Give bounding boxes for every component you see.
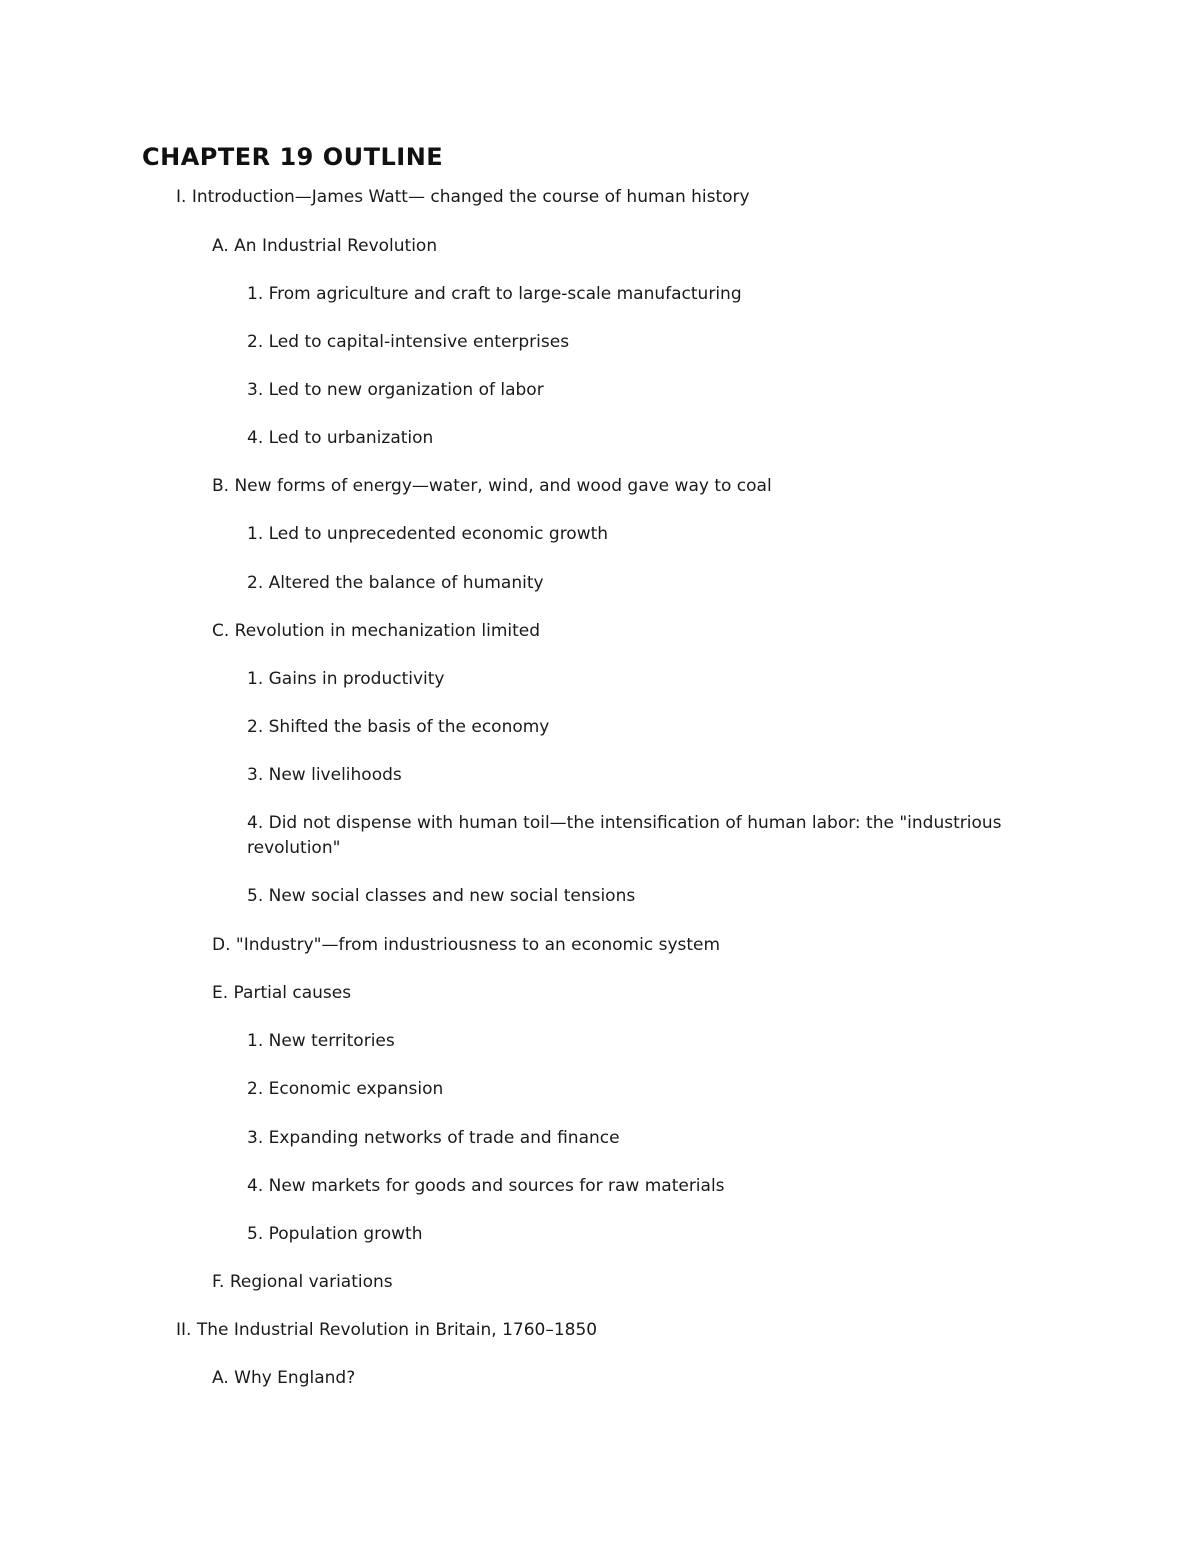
outline-item-ii: II. The Industrial Revolution in Britain, 1760–1850 — [176, 1320, 598, 1340]
outline-item-i-e-3: 3. Expanding networks of trade and finance — [247, 1128, 620, 1148]
outline-item-i-a-1: 1. From agriculture and craft to large-scale manufacturing — [247, 284, 742, 304]
outline-item-i-c-3: 3. New livelihoods — [247, 765, 402, 785]
outline-item-i-e-2: 2. Economic expansion — [247, 1079, 444, 1099]
outline-item-i-c-2: 2. Shifted the basis of the economy — [247, 717, 550, 737]
outline-item-i-c-1: 1. Gains in productivity — [247, 669, 445, 689]
outline-item-i-e-4: 4. New markets for goods and sources for raw materials — [247, 1176, 725, 1196]
outline-item-i-a-2: 2. Led to capital-intensive enterprises — [247, 332, 570, 352]
outline-item-i-d: D. "Industry"—from industriousness to an economic system — [212, 935, 721, 955]
document-title: CHAPTER 19 OUTLINE — [142, 143, 444, 171]
outline-item-i-c-4: 4. Did not dispense with human toil—the intensification of human labor: the "industrious revolution" — [247, 813, 1002, 858]
outline-item-i-b: B. New forms of energy—water, wind, and wood gave way to coal — [212, 476, 772, 496]
outline-item-i-a: A. An Industrial Revolution — [212, 236, 438, 256]
outline-item-i: I. Introduction—James Watt— changed the course of human history — [176, 187, 750, 207]
outline-item-i-b-1: 1. Led to unprecedented economic growth — [247, 524, 609, 544]
outline-item-i-e-1: 1. New territories — [247, 1031, 395, 1051]
outline-item-i-c-5: 5. New social classes and new social tensions — [247, 886, 636, 906]
outline-item-i-e: E. Partial causes — [212, 983, 352, 1003]
outline-item-i-a-3: 3. Led to new organization of labor — [247, 380, 544, 400]
outline-item-i-b-2: 2. Altered the balance of humanity — [247, 573, 544, 593]
outline-item-ii-a: A. Why England? — [212, 1368, 356, 1388]
outline-item-i-c: C. Revolution in mechanization limited — [212, 621, 541, 641]
outline-item-i-a-4: 4. Led to urbanization — [247, 428, 434, 448]
outline-item-i-e-5: 5. Population growth — [247, 1224, 423, 1244]
outline-item-i-f: F. Regional variations — [212, 1272, 393, 1292]
